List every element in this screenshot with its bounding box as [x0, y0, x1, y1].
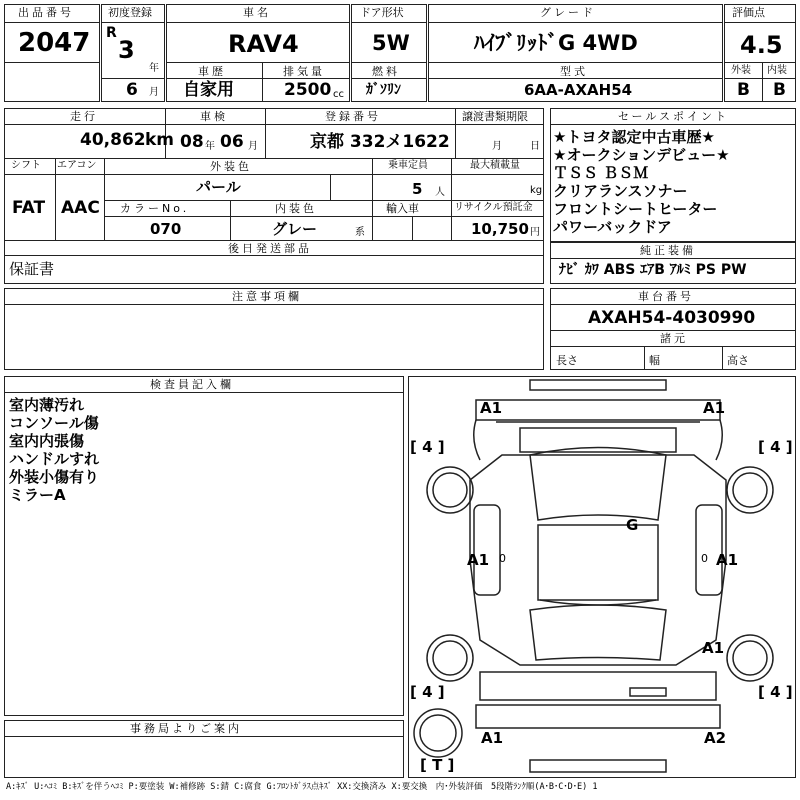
door-label: ドア形状: [360, 6, 404, 19]
mark-g-roof: G: [626, 516, 639, 534]
genuine-label: 純正装備: [640, 244, 696, 257]
shift-value: FAT: [12, 198, 46, 218]
later-parts-label: 後日発送部品: [228, 242, 312, 255]
recycle-label: リサイクル預託金: [454, 202, 533, 213]
inspector-note: コンソール傷: [9, 414, 99, 432]
mark-a1-rear-right: A1: [702, 639, 725, 657]
sales-point: フロントシートヒーター: [553, 200, 718, 218]
later-parts-box: [4, 256, 544, 284]
color-no-label: カラーNo.: [120, 202, 190, 215]
notes-label: 注意事項欄: [232, 290, 302, 303]
int-grade: B: [773, 80, 786, 100]
color-no-value: 070: [150, 220, 182, 238]
ext-label: 外装: [731, 65, 751, 76]
mark-a1-door-left: A1: [467, 551, 490, 569]
mark-a1-bumper-left: A1: [481, 729, 504, 747]
mark-a1-door-right: A1: [716, 551, 739, 569]
insp-month-unit: 月: [248, 141, 258, 152]
km-unit: km: [145, 130, 175, 150]
later-parts-value: 保証書: [9, 260, 55, 278]
score-value: 4.5: [740, 31, 783, 59]
mark-a2-bumper-right: A2: [704, 729, 727, 747]
inspection-label: 車検: [200, 110, 228, 123]
reg-year: 3: [118, 36, 135, 64]
lot-label: 出品番号: [18, 6, 74, 19]
aircon-label: エアコン: [57, 160, 97, 171]
import-label: 輸入車: [386, 202, 419, 215]
car-name: RAV4: [228, 30, 299, 58]
sales-point: ★トヨタ認定中古車歴★: [553, 128, 715, 146]
inspector-label: 検査員記入欄: [150, 378, 234, 391]
transfer-month-unit: 月: [492, 141, 502, 152]
dims-label: 諸元: [660, 332, 688, 345]
people-unit: 人: [435, 187, 445, 198]
fuel-label: 燃料: [372, 65, 400, 78]
height-label: 高さ: [727, 354, 749, 367]
length-label: 長さ: [556, 354, 578, 367]
genuine-value: ﾅﾋﾞ ｶﾜ ABS ｴｱB ｱﾙﾐ PS PW: [559, 262, 747, 278]
yen-unit: 円: [530, 227, 540, 238]
grade-value: ﾊｲﾌﾞﾘｯﾄﾞG 4WD: [474, 31, 638, 55]
month-unit: 月: [149, 87, 159, 98]
sales-point: クリアランスソナー: [553, 182, 688, 200]
chassis-value: AXAH54-4030990: [588, 308, 756, 328]
recycle-value: 10,750: [471, 220, 529, 238]
kei-unit: 系: [355, 227, 365, 238]
inspector-note: 外装小傷有り: [9, 468, 100, 486]
inspector-note: ミラーA: [9, 486, 66, 504]
tire-rear-left: [ 4 ]: [410, 683, 445, 701]
sales-label: セールスポイント: [618, 110, 730, 123]
name-label: 車名: [243, 6, 271, 19]
inspector-note: 室内薄汚れ: [9, 396, 85, 414]
shift-label: シフト: [11, 160, 41, 171]
sales-point: パワーバックドア: [553, 218, 672, 236]
insp-month: 06: [220, 132, 244, 152]
mileage-value: 40,862: [80, 130, 146, 150]
kg-unit: kg: [530, 185, 543, 196]
mark-zero-left: 0: [499, 552, 506, 565]
tire-front-left: [ 4 ]: [410, 438, 445, 456]
office-label: 事務局よりご案内: [130, 722, 242, 735]
load-label: 最大積載量: [470, 160, 520, 171]
int-label: 内装: [767, 65, 787, 76]
inspector-list: [9, 396, 99, 504]
mark-zero-right: 0: [701, 552, 708, 565]
year-unit: 年: [149, 63, 159, 74]
capacity-label: 乗車定員: [388, 160, 428, 171]
capacity-value: 5: [412, 180, 423, 198]
transfer-day-unit: 日: [530, 141, 540, 152]
history-label: 車歴: [198, 65, 226, 78]
reg-month: 6: [126, 80, 138, 100]
int-color-value: グレー: [272, 220, 318, 238]
transfer-label: 譲渡書類期限: [462, 110, 528, 123]
inspector-note: 室内内張傷: [9, 432, 85, 450]
tire-rear-right: [ 4 ]: [758, 683, 793, 701]
tire-spare: [ T ]: [420, 756, 455, 774]
history-value: 自家用: [183, 80, 234, 100]
displacement-label: 排気量: [283, 65, 325, 78]
inspector-note: ハンドルすれ: [9, 450, 100, 468]
first-reg-label: 初度登録: [108, 6, 152, 19]
mark-a1-front-right: A1: [703, 399, 726, 417]
int-color-label: 内装色: [275, 202, 317, 215]
insp-year: 08: [180, 132, 204, 152]
era: R: [106, 25, 117, 41]
legend: A:ｷｽﾞ U:ﾍｺﾐ B:ｷｽﾞを伴うﾍｺﾐ P:要塗装 W:補修跡 S:錆 C:腐食 G:ﾌﾛﾝﾄｶﾞﾗｽ点ｷｽﾞ XX:交換済み X:要交換 内･外装評価 5段階ﾗﾝｸ順(A･B･C･D･E) 1: [6, 782, 598, 792]
damage-diagram: [408, 376, 796, 778]
mileage-label: 走行: [70, 110, 98, 123]
sales-list: [553, 128, 730, 236]
model-value: 6AA-AXAH54: [524, 81, 633, 99]
displacement-value: 2500: [284, 80, 332, 100]
score-label: 評価点: [732, 6, 765, 19]
width-label: 幅: [649, 354, 660, 367]
cc-unit: cc: [333, 89, 344, 100]
chassis-label: 車台番号: [638, 290, 694, 303]
plate-label: 登録番号: [325, 110, 381, 123]
plate-value: 京都 332メ1622: [310, 132, 450, 152]
sales-point: ★オークションデビュー★: [553, 146, 730, 164]
grade-label: グレード: [540, 6, 596, 19]
door-value: 5W: [372, 31, 410, 55]
ext-color-value: パール: [196, 178, 241, 196]
insp-year-unit: 年: [205, 141, 215, 152]
model-label: 型式: [560, 65, 588, 78]
mark-a1-front-left: A1: [480, 399, 503, 417]
ext-grade: B: [737, 80, 750, 100]
ext-color-label: 外装色: [210, 160, 252, 173]
aircon-value: AAC: [61, 198, 100, 218]
lot-number: 2047: [18, 28, 91, 58]
fuel-value: ｶﾞｿﾘﾝ: [366, 82, 401, 98]
sales-point: ＴＳＳ ＢＳＭ: [553, 164, 649, 182]
tire-front-right: [ 4 ]: [758, 438, 793, 456]
